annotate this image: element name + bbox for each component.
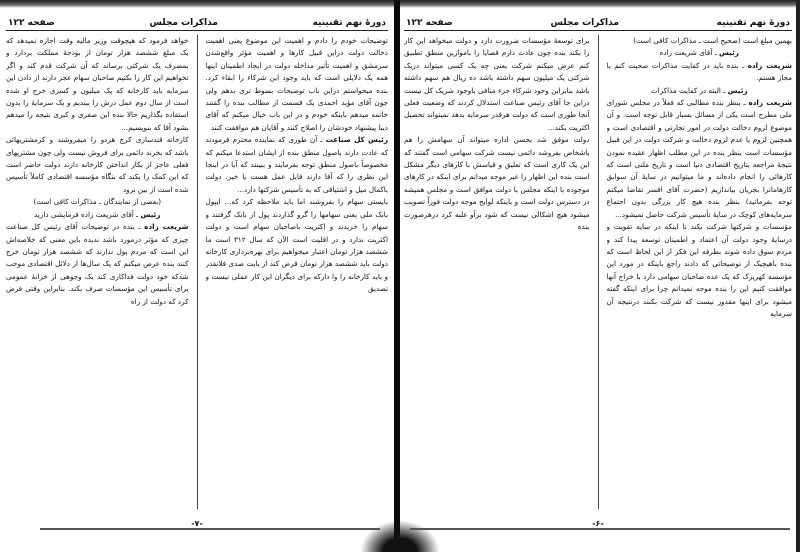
running-title: مذاکرات مجلس — [550, 18, 619, 28]
bottom-edge-right — [410, 528, 790, 530]
speaker-name: رئیس — [727, 85, 748, 95]
paragraph: مؤسسات و شرکتها شرکت بکند تا اینکه در سایه تقویت و درسایهٔ وجود دولت آن اعتماد و اطمینان توسعه پیدا کند و مردم سوق داده شوند بطرفه این فکر از این لحاظ است که بنده باهیچیک از توضیحاتی که دادند راجع باینکه در مورد این مؤسسه کهریزک که یک عده صاحبان سهامی دارد با خراج آنها موافقت کنیم این را بنده موجه نمیدانم چرا برای اینکه گفته میشود برای اینها مقدور نیست که شرکت بکنند درنتیجه آن سرمایه — [606, 222, 792, 318]
speaker-name: رئیس کل صناعت — [325, 135, 388, 145]
page-label: صفحه ۱۲۲ — [8, 18, 55, 28]
left-page-header — [6, 14, 388, 31]
speech-text: ـ آقای شریعت زاده — [659, 48, 717, 58]
column-divider — [197, 35, 198, 509]
speaker-paragraph — [607, 47, 793, 59]
speaker-paragraph — [607, 97, 793, 221]
session-label: دورهٔ نهم تقنینیه — [312, 18, 386, 28]
speaker-name: شریعت زاده — [748, 98, 792, 108]
speaker-paragraph — [6, 209, 189, 221]
left-page — [6, 14, 388, 526]
interjection: (بعضی از نمایندگان ـ مذاکرات کافی است) — [33, 197, 162, 207]
speaker-name: شریعت زاده — [747, 60, 792, 70]
speech-text: ـ بنظر بنده مطالبی که فعلاً در مجلس شورای ملی مطرح است یکی از مسائل بسیار قابل توجه است. و آن موضوع لزوم دخالت دولت در امور تجارتی و اقتصادی است و همچنین لزوم یا عدم لزوم دخالت و شرکت دولت در این قبیل مؤسسات است بنظر بنده در این مطلب اظهار عقیده نمودن نتیجهٔ مراجعه بتاریخ اقتصادی دنیا است و تاریخ ملتی است که کارهائی را انجام داده‌اند و ما میتوانیم در سایهٔ آن سوابق کارهامانرا بجریان بیاندازیم (حضرت آقای افسر تقاضا میکنم توجه بفرمائید) بنظر بنده هیچ کار بزرگی بدون اجتماع سرمایه‌های کوچک در سایهٔ تأسیس شرکت حاصل نمیشود... — [606, 98, 792, 219]
speaker-paragraph — [206, 134, 389, 196]
paragraph: دولت موفق شد بحسن اداره میتواند آن سهامش را هم باشخاص بفروشد دائمی نیست شرکت سهامی است گفتند که این یک کاری است که تعلیق و قیاسش با کارهای دیگر مشکل است بنده این اظهار را غیر موجه میدانم برای اینکه در کارهای موجوده با اینکه مجلس با دولت موافق است و مجلس همیشه در دسترس دولت است و باینکه لوایح موجه دولت فوراً تصویب میشود هیچ اشکالی نیست که شود برآو غلبه کرد درهرصورت بنده — [404, 135, 590, 232]
speaker-name: شریعت زاده — [144, 222, 189, 232]
paragraph: کارخانه قندسازی کرج هردو را میفروشند و کرمشتریهائی باشد که بخرند دائمی برای فروش نیست ولی چون مشتریهای فعلی عاجز از بکار انداختن کارخانه دارند دولت حاضر است که این کمک را بکند که بنگاه مؤسسه اقتصادی کاملاً تأسیس شده است از بین نرود — [6, 135, 189, 194]
speaker-name: رئیس — [140, 209, 161, 219]
book-spine — [394, 0, 400, 552]
speech-text: ـ آن طوری که نماینده محترم فرمودند که عادت دارند باصول منطق بنده از ایشان استدعا میکنم که مخصوصاً باصول منطق توجه بفرمایند و ببینند که آیا در اینجا این نظری را که آقا دارند قابل عمل هست یا خیر. دولت باکمال میل و اشتیاقی که به تأسیس شرکتها دارد... — [205, 135, 388, 194]
left-page-column-right — [206, 35, 389, 509]
session-label: دورهٔ نهم تقنینیه — [716, 18, 790, 28]
right-page-header — [404, 14, 792, 31]
paragraph: خواهد فرمود که هیچوقت وزیر مالیه وقت اجازه نمیدهد که یک مبلغ ششصد هزار تومان از بودجهٔ مملکت بردارد و بمصرف یک شرکتی برساند که آن شرکت قدم کند و اگر نخواهیم این کار را بکنیم صاحبان سهام عجز دارند از دادن این سرمایه باید کارخانه که یک میلیون و کسری خرج او شده است از سال دوم عمل درش را ببندیم و یک سرمایهٔ را بدون استفاده بگذاریم حالا بنده این صغری و کبری نتیجه را میدهم بشود آقا که بنویسیم... — [6, 36, 189, 132]
speech-text: ـ البته در کفایت مذاکرات — [650, 85, 726, 95]
right-page-column-left — [404, 35, 590, 509]
right-page — [404, 14, 792, 526]
paragraph: بایستی سهام را بفروشند اما باید ملاحظه کرد که... ایپول بانک ملی یعنی سهامها را گرو گذاردند پول از بانک گرفتند و سهام را خریدند و اکثریت باصاحبان سهام است و دولت اکثریت ندارد و در اقلیت است الآن که سال ۳۱۲ است ما ششصد هزار تومان اعتبار میخواهیم برای بهره‌برداری کارخانه دولت باید ششصد هزار تومان قرض کند از بابت صدی فلانقدر و باید کارخانه را وا دارکه برای دیگران این کار عملی نیست و تصدیق — [205, 197, 388, 294]
column-divider — [598, 35, 599, 509]
speaker-paragraph — [607, 60, 793, 85]
bottom-edge-left — [40, 528, 380, 530]
scan-right-edge — [796, 0, 800, 552]
right-page-column-right — [607, 35, 793, 509]
paragraph: برای توسعهٔ مؤسسات ضرورت دارد و دولت میخواهد این کار را بکند بنده چون عادت دارم قضایا را باموازین منطق تطبیق کنم عرض میکنم شرکت یعنی چه یک کسی میتواند دریک شرکتی یک میلیون سهم داشته باشد ده ریال هم سهم داشته باشد بنابراین وجود شرکاء جزء منافی باوجود شریک کل نیست دراین جا آقای رئیس صناعت استدلال کردند که وضعیت فعلی آنجا طوری است که دولت هرقدر سرمایه بدهد نمیتواند تحصیل اکثریت بکند... — [404, 36, 590, 132]
page-number: -۷- — [191, 519, 203, 528]
speech-text: ـ بنده در توضیحات آقای رئیس کل صناعت چیزی که مؤثر درمورد باشد ندیده باین معنی که خلاصه‌اش این است که مردم پول ندارند که ششصد هزار تومان خرج کنند بنده عرض میکنم که یک سال‌ها از دلائل اقتصادی موجب شدکه خود دولت فداکاری کند یک وجوهی از خزانهٔ عمومی برای تأسیس این مؤسسات صرف بکند. بنابراین وقتی فرض کرد که دولت از راه — [6, 222, 189, 306]
speech-text: ـ آقای شریعت زاده فرمایشی دارید — [34, 209, 139, 219]
speech-text: ـ بنده باید در کفایت مذاکرات صحبت کنم یا مجاز هستم. — [606, 60, 792, 83]
running-title: مذاکرات مجلس — [149, 18, 218, 28]
paragraph: توضیحات خودم را دادم و اهمیت این موضوع یعنی اهمیت دخالت دولت دراین قبیل کارها و اهمیت مؤثر واقع‌شدن سرمشق و اهمیت تأثیر مداخله دولت در ایجاد اطمینان اینها همه یک دلایلی است که باید وجود این شرکاء را ابقاء کرد. بنده میخواستم دراین باب توضیحات بسوط تری بدهم ولی چون آقای مؤید احمدی یک قسمت از مطالب بنده را گفتند خاتمه میدهم باینکه خودم و در این باب خیال میکنم که آقای دیبا پیشنهاد خودشان را اصلاح کنند و آقایان هم موافقت کنند — [205, 36, 388, 132]
page-label: صفحه ۱۲۲ — [406, 18, 453, 28]
left-page-column-left — [6, 35, 189, 509]
paragraph: بهمین مبلغ است (صحیح است ـ مذاکرات کافی است) — [633, 36, 792, 45]
speaker-paragraph — [6, 221, 189, 308]
page-number: -۶- — [592, 519, 604, 528]
speaker-paragraph — [607, 85, 793, 97]
speaker-name: رئیس — [719, 48, 739, 58]
scan-top-edge — [0, 0, 800, 8]
